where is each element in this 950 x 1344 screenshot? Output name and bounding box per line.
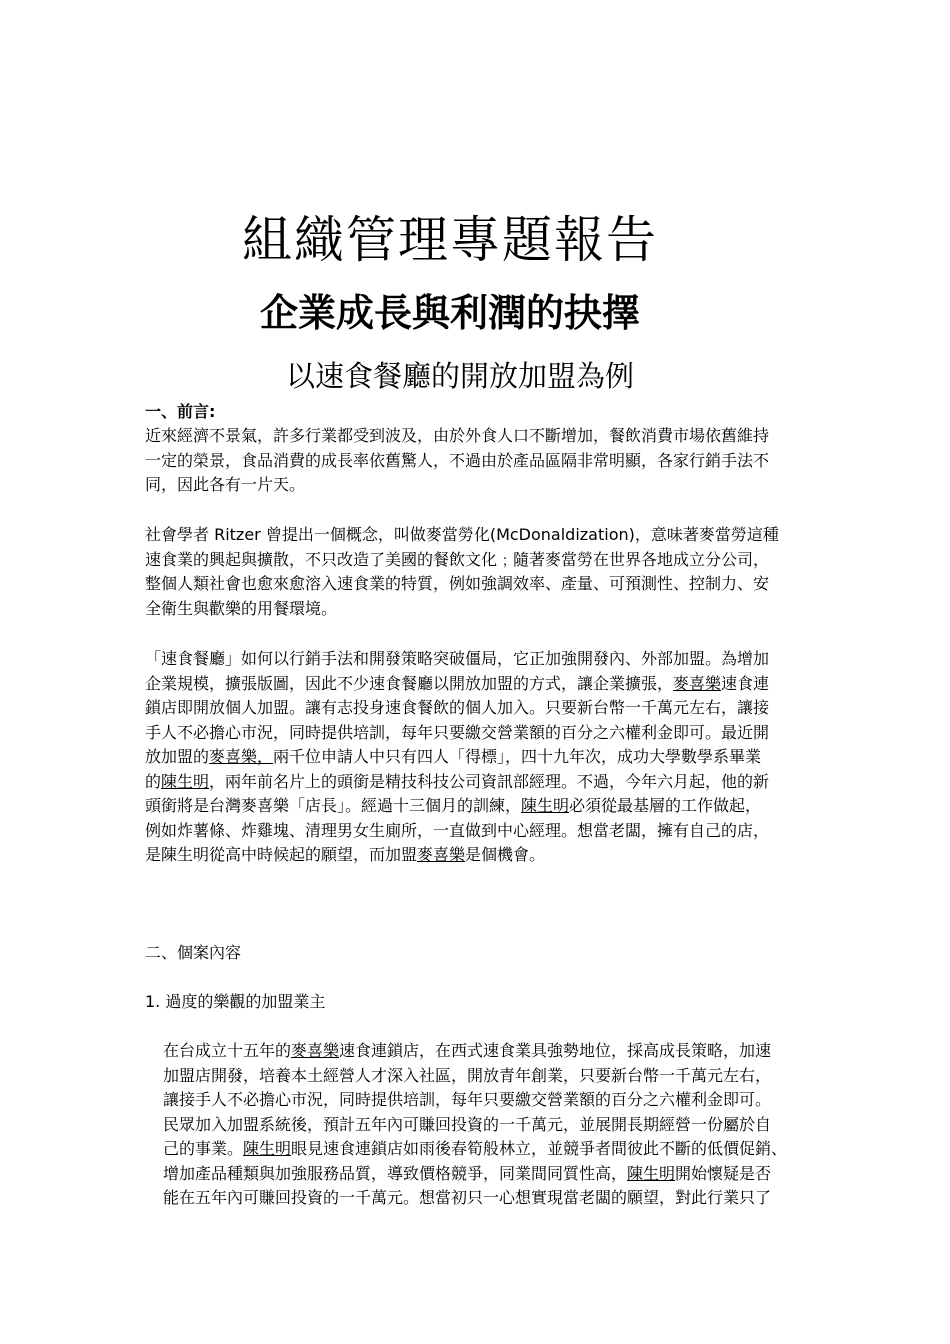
text-line: 全衛生與歡樂的用餐環境。 <box>145 598 338 618</box>
text-line: 的陳生明，兩年前名片上的頭銜是精技科技公司資訊部經理。不過，今年六月起，他的新 <box>145 771 770 791</box>
underlined-name: 麥喜樂 <box>291 1041 340 1060</box>
underlined-name: 陳生明 <box>243 1139 292 1158</box>
text-line: 速食業的興起與擴散，不只改造了美國的餐飲文化﹔隨著麥當勞在世界各地成立分公司， <box>145 549 770 569</box>
text-line: 社會學者 Ritzer 曾提出一個概念，叫做麥當勞化(McDonaldization)，意味著麥當勞這種 <box>145 525 779 544</box>
text-line: 己的事業。陳生明眼見速食連鎖店如雨後春筍般林立，並競爭者間彼此不斷的低價促銷、 <box>163 1139 788 1158</box>
paragraph-2 <box>145 523 815 621</box>
text-line: 企業規模，擴張版圖，因此不少速食餐廳以開放加盟的方式，讓企業擴張，麥喜樂速食連 <box>145 673 770 693</box>
text-line: 整個人類社會也愈來愈溶入速食業的特質，例如強調效率、產量、可預測性、控制力、安 <box>145 574 770 593</box>
paragraph-4 <box>163 1039 823 1211</box>
text-line: 例如炸薯條、炸雞塊、清理男女生廁所，一直做到中心經理。想當老闆，擁有自己的店， <box>145 820 770 840</box>
underlined-name: 陳生明 <box>161 771 210 791</box>
text-line: 手人不必擔心市況，同時提供培訓，每年只要繳交營業額的百分之六權利金即可。最近開 <box>145 722 770 742</box>
paragraph-1 <box>145 424 815 498</box>
text-line: 放加盟的麥喜樂，兩千位申請人中只有四人「得標」，四十九年次，成功大學數學系畢業 <box>145 747 762 766</box>
text-line: 能在五年內可賺回投資的一千萬元。想當初只一心想實現當老闆的願望，對此行業只了 <box>163 1188 772 1207</box>
section-1-heading: 一、前言: <box>145 402 216 421</box>
report-subtitle-2: 以速食餐廳的開放加盟為例 <box>285 359 634 393</box>
text-line: 近來經濟不景氣，許多行業都受到波及，由於外食人口不斷增加，餐飲消費市場依舊維持 <box>145 426 770 445</box>
underlined-name: 麥喜樂， <box>209 747 274 766</box>
text-line: 「速食餐廳」如何以行銷手法和開發策略突破僵局，它正加強開發內、外部加盟。為增加 <box>145 649 770 668</box>
report-title: 組織管理專題報告 <box>242 211 658 269</box>
text-line: 一定的榮景，食品消費的成長率依舊驚人，不過由於產品區隔非常明顯，各家行銷手法不 <box>145 450 770 470</box>
underlined-name: 麥喜樂 <box>417 845 466 864</box>
text-line: 在台成立十五年的麥喜樂速食連鎖店，在西式速食業具強勢地位，採高成長策略，加速 <box>163 1041 772 1060</box>
report-subtitle: 企業成長與利潤的抉擇 <box>259 291 640 335</box>
text-line: 增加產品種類與加強服務品質，導致價格競爭，同業間同質性高，陳生明開始懷疑是否 <box>163 1163 772 1183</box>
paragraph-3 <box>145 647 815 868</box>
text-line: 是陳生明從高中時候起的願望，而加盟麥喜樂是個機會。 <box>145 845 546 864</box>
underlined-name: 麥喜樂 <box>673 673 722 693</box>
text-line: 鎖店即開放個人加盟。讓有志投身速食餐飲的個人加入。只要新台幣一千萬元左右，讓接 <box>145 698 770 717</box>
text-line: 頭銜將是台灣麥喜樂「店長」。經過十三個月的訓練，陳生明必須從最基層的工作做起， <box>145 796 762 815</box>
underlined-name: 陳生明 <box>627 1163 676 1183</box>
section-2-heading: 二、個案內容 <box>145 943 242 962</box>
text-line: 讓接手人不必擔心市況，同時提供培訓，每年只要繳交營業額的百分之六權利金即可。 <box>163 1090 772 1109</box>
text-line: 同，因此各有一片天。 <box>145 475 306 494</box>
text-line: 民眾加入加盟系統後，預計五年內可賺回投資的一千萬元，並展開長期經營一份屬於自 <box>163 1114 772 1134</box>
subsection-heading: 1. 過度的樂觀的加盟業主 <box>145 992 326 1011</box>
text-line: 加盟店開發，培養本土經營人才深入社區，開放青年創業，只要新台幣一千萬元左右， <box>163 1065 772 1085</box>
underlined-name: 陳生明 <box>521 796 570 815</box>
